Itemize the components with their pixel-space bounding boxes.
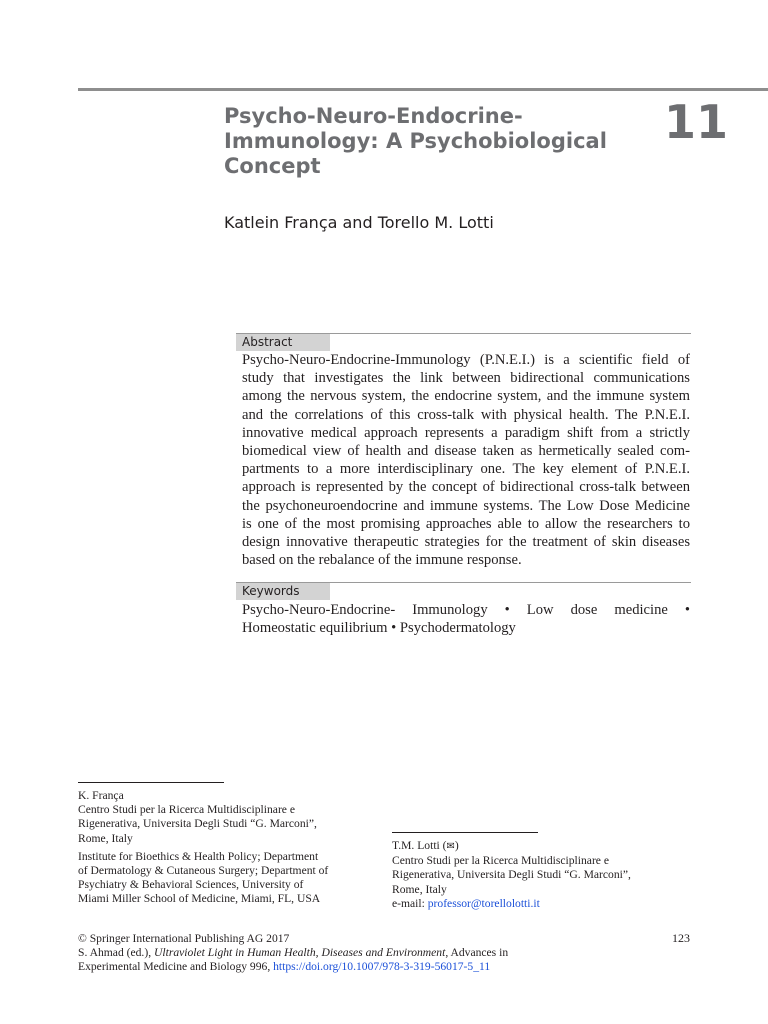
abstract-line: Psycho-Neuro-Endocrine-Immunology (P.N.E.I.) is a scientific field of bbox=[242, 352, 690, 368]
abstract-line: and the correlations of this cross-talk with physical health. The P.N.E.I. bbox=[242, 406, 690, 423]
keywords-line: Psycho-Neuro-Endocrine- Immunology • Low dose medicine • bbox=[242, 602, 690, 618]
affiliation-line: Rome, Italy bbox=[78, 831, 133, 845]
title-line: Concept bbox=[224, 154, 321, 178]
affiliation-line: of Dermatology & Cutaneous Surgery; Department of bbox=[78, 864, 329, 878]
top-rule bbox=[78, 88, 768, 91]
footnote-rule bbox=[392, 832, 538, 833]
keywords-line: Homeostatic equilibrium • Psychodermatology bbox=[242, 620, 516, 637]
abstract-line: approach is represented by the concept of bidirectional cross-talk between bbox=[242, 479, 690, 496]
chapter-number: 11 bbox=[664, 95, 729, 149]
email-link[interactable]: professor@torellolotti.it bbox=[427, 896, 540, 910]
abstract-line: innovative medical approach represents a paradigm shift from a strictly bbox=[242, 424, 690, 441]
copyright: © Springer International Publishing AG 2017 bbox=[78, 932, 290, 945]
title-line: Psycho-Neuro-Endocrine- bbox=[224, 104, 523, 128]
affiliation-line: Rigenerativa, Universita Degli Studi “G. Marconi”, bbox=[78, 817, 317, 831]
abstract-body bbox=[242, 351, 690, 569]
author-name: T.M. Lotti ( bbox=[392, 839, 447, 852]
citation-editor: S. Ahmad (ed.), bbox=[78, 946, 154, 960]
email-label: e-mail: bbox=[392, 896, 428, 910]
abstract-line: study that investigates the link between bidirectional communications bbox=[242, 370, 690, 387]
publication-info bbox=[78, 932, 508, 975]
affiliation-line: Rome, Italy bbox=[392, 882, 447, 896]
footnote-author-franca bbox=[78, 789, 328, 907]
affiliation-line: Centro Studi per la Ricerca Multidisciplinare e bbox=[78, 803, 295, 817]
citation-line bbox=[78, 946, 508, 960]
citation-line-2 bbox=[78, 960, 508, 974]
chapter-title bbox=[224, 104, 644, 179]
author-name: K. França bbox=[78, 789, 124, 802]
envelope-icon[interactable]: ✉ bbox=[446, 841, 455, 852]
abstract-line: is one of the most promising approaches able to allow the researchers to bbox=[242, 515, 690, 532]
keywords-heading: Keywords bbox=[236, 583, 330, 600]
abstract-line: among the nervous system, the endocrine system, and the immune system bbox=[242, 388, 690, 405]
authors: Katlein França and Torello M. Lotti bbox=[224, 213, 494, 232]
affiliation-line: Psychiatry & Behavioral Sciences, University of bbox=[78, 878, 304, 892]
email-line bbox=[392, 897, 631, 911]
page-number: 123 bbox=[672, 931, 690, 945]
abstract-line: design innovative therapeutic strategies for the treatment of skin diseases bbox=[242, 534, 690, 551]
affiliation-line: Miami Miller School of Medicine, Miami, FL, USA bbox=[78, 892, 321, 906]
affiliation-line: Rigenerativa, Universita Degli Studi “G. Marconi”, bbox=[392, 868, 631, 882]
abstract-line: based on the rebalance of the immune response. bbox=[242, 552, 522, 569]
abstract-heading: Abstract bbox=[236, 334, 330, 351]
keywords-body bbox=[242, 601, 690, 637]
abstract-line: the psychoneuroendocrine and immune systems. The Low Dose Medicine bbox=[242, 497, 690, 514]
doi-link[interactable]: https://doi.org/10.1007/978-3-319-56017-5_11 bbox=[273, 960, 491, 974]
footnote-author-lotti bbox=[392, 839, 631, 911]
citation-volume: Experimental Medicine and Biology 996, bbox=[78, 960, 274, 974]
citation-series: , Advances in bbox=[445, 946, 509, 960]
affiliation-line: Institute for Bioethics & Health Policy; Department bbox=[78, 849, 319, 863]
book-title: Ultraviolet Light in Human Health, Diseases and Environment bbox=[154, 946, 446, 960]
abstract-line: partments to a more interdisciplinary one. The key element of P.N.E.I. bbox=[242, 461, 690, 478]
title-line: Immunology: A Psychobiological bbox=[224, 129, 607, 153]
footnote-rule bbox=[78, 782, 224, 783]
abstract-line: biomedical view of health and disease taken as hermetically sealed com- bbox=[242, 443, 690, 460]
author-name-line bbox=[392, 839, 631, 854]
author-name-close: ) bbox=[454, 839, 459, 852]
affiliation-line: Centro Studi per la Ricerca Multidisciplinare e bbox=[392, 854, 609, 868]
